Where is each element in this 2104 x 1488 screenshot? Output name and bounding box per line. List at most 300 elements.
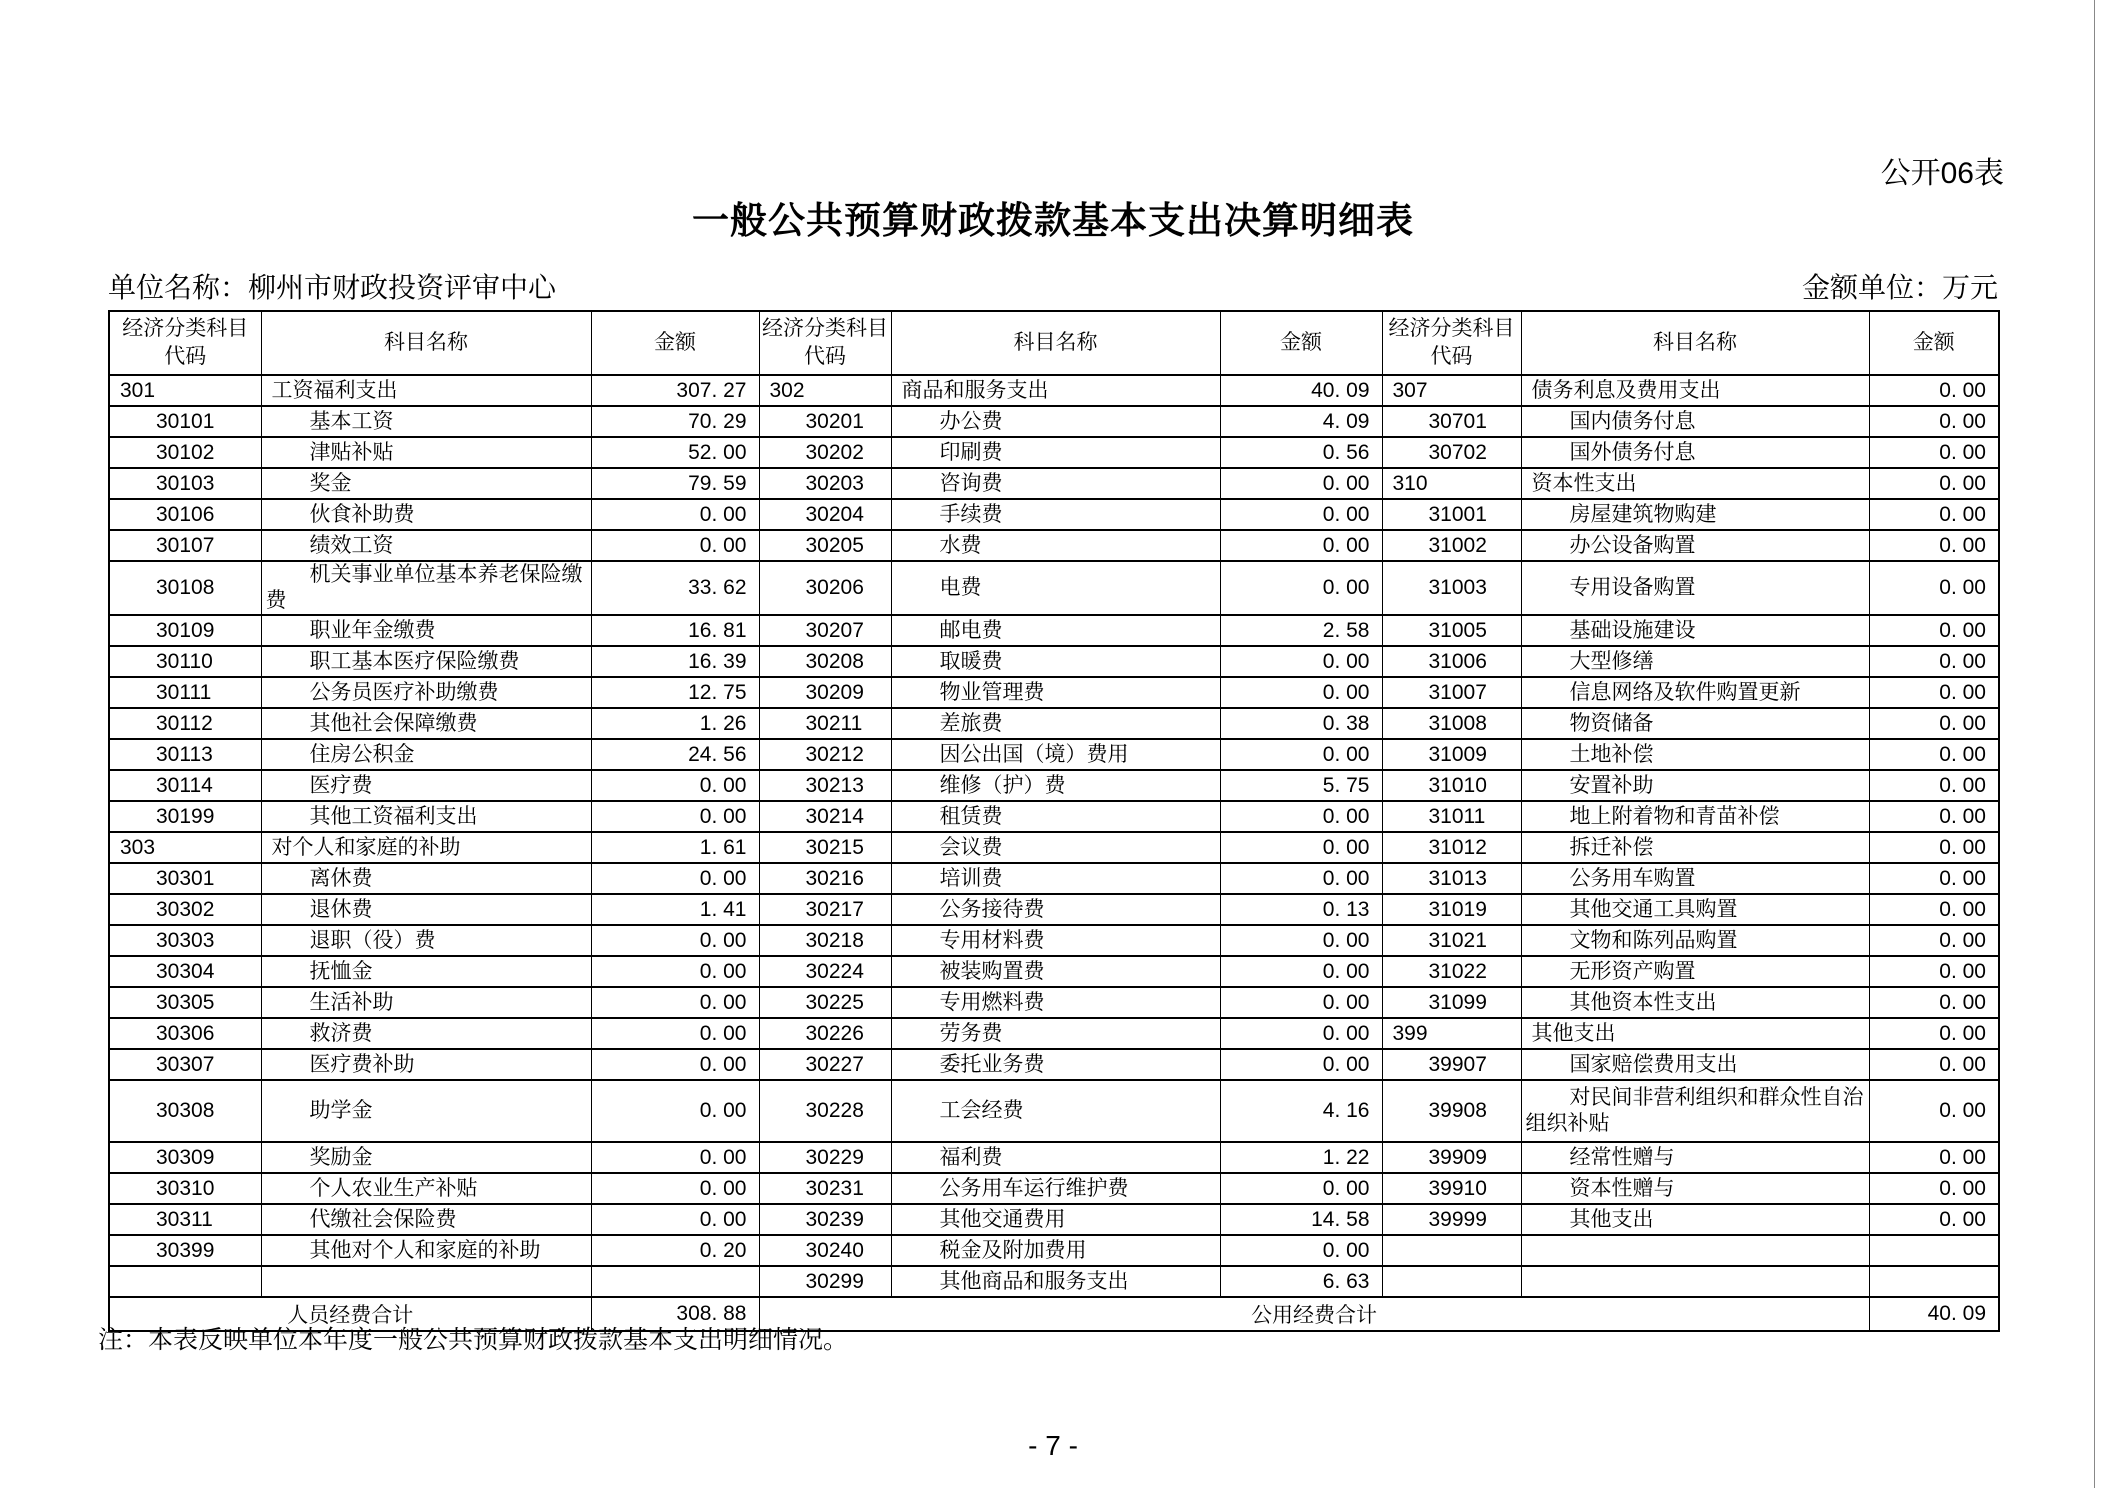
table-row — [109, 894, 1999, 925]
cell-code: 30309 — [109, 1142, 261, 1173]
cell-amount: 40. 09 — [1220, 375, 1382, 406]
cell-name: 公务接待费 — [891, 894, 1220, 925]
cell-code: 301 — [109, 375, 261, 406]
cell-amount: 0. 00 — [1220, 987, 1382, 1018]
cell-amount: 0. 00 — [1869, 863, 1999, 894]
cell-code: 30216 — [759, 863, 891, 894]
cell-amount — [1869, 1235, 1999, 1266]
cell-name: 地上附着物和青苗补偿 — [1521, 801, 1869, 832]
cell-name: 手续费 — [891, 499, 1220, 530]
cell-code: 30226 — [759, 1018, 891, 1049]
cell-code: 30114 — [109, 770, 261, 801]
cell-name: 国内债务付息 — [1521, 406, 1869, 437]
cell-amount: 0. 00 — [1869, 406, 1999, 437]
cell-amount: 33. 62 — [591, 561, 759, 615]
cell-name: 代缴社会保险费 — [261, 1204, 591, 1235]
table-row — [109, 1142, 1999, 1173]
page-title: 一般公共预算财政拨款基本支出决算明细表 — [692, 200, 1414, 241]
cell-name: 拆迁补偿 — [1521, 832, 1869, 863]
cell-name: 国家赔偿费用支出 — [1521, 1049, 1869, 1080]
cell-amount: 0. 00 — [591, 987, 759, 1018]
cell-amount: 0. 00 — [1869, 770, 1999, 801]
cell-amount: 0. 00 — [1220, 561, 1382, 615]
cell-name: 物业管理费 — [891, 677, 1220, 708]
cell-amount: 1. 61 — [591, 832, 759, 863]
cell-code: 30109 — [109, 615, 261, 646]
table-row — [109, 770, 1999, 801]
cell-code: 30113 — [109, 739, 261, 770]
table-row — [109, 1204, 1999, 1235]
cell-amount: 0. 00 — [591, 801, 759, 832]
cell-amount: 0. 00 — [1869, 1204, 1999, 1235]
table-row — [109, 801, 1999, 832]
cell-code: 31007 — [1382, 677, 1521, 708]
cell-amount: 52. 00 — [591, 437, 759, 468]
cell-code: 30213 — [759, 770, 891, 801]
cell-amount — [591, 1266, 759, 1297]
table-row — [109, 925, 1999, 956]
cell-name: 安置补助 — [1521, 770, 1869, 801]
header-amount-g1: 金额 — [591, 311, 759, 375]
cell-name: 专用材料费 — [891, 925, 1220, 956]
cell-amount: 0. 00 — [1869, 561, 1999, 615]
cell-amount: 0. 00 — [1869, 739, 1999, 770]
cell-amount: 0. 00 — [1220, 956, 1382, 987]
table-row — [109, 375, 1999, 406]
cell-code: 30102 — [109, 437, 261, 468]
cell-amount: 0. 00 — [591, 1018, 759, 1049]
cell-name: 其他商品和服务支出 — [891, 1266, 1220, 1297]
cell-code: 30308 — [109, 1080, 261, 1142]
table-row — [109, 1266, 1999, 1297]
cell-name: 职工基本医疗保险缴费 — [261, 646, 591, 677]
table-row — [109, 1018, 1999, 1049]
amount-unit-label: 金额单位：万元 — [1801, 272, 1998, 303]
cell-amount: 0. 00 — [1220, 646, 1382, 677]
cell-amount: 0. 13 — [1220, 894, 1382, 925]
cell-name: 对民间非营利组织和群众性自治组织补贴 — [1521, 1080, 1869, 1142]
cell-code: 30212 — [759, 739, 891, 770]
cell-name: 离休费 — [261, 863, 591, 894]
cell-name: 物资储备 — [1521, 708, 1869, 739]
cell-code: 31011 — [1382, 801, 1521, 832]
cell-code: 39909 — [1382, 1142, 1521, 1173]
cell-name: 绩效工资 — [261, 530, 591, 561]
cell-code: 30240 — [759, 1235, 891, 1266]
personnel-total-label: 人员经费合计 — [109, 1297, 591, 1331]
cell-name: 专用设备购置 — [1521, 561, 1869, 615]
table-row — [109, 561, 1999, 615]
table-row — [109, 1049, 1999, 1080]
cell-amount: 0. 20 — [591, 1235, 759, 1266]
table-row — [109, 1235, 1999, 1266]
cell-amount: 0. 00 — [1220, 801, 1382, 832]
table-row — [109, 832, 1999, 863]
cell-code: 399 — [1382, 1018, 1521, 1049]
cell-amount: 0. 00 — [1220, 1173, 1382, 1204]
cell-code: 31006 — [1382, 646, 1521, 677]
cell-code: 30227 — [759, 1049, 891, 1080]
cell-code: 30304 — [109, 956, 261, 987]
cell-amount: 14. 58 — [1220, 1204, 1382, 1235]
header-code-g3: 经济分类科目代码 — [1382, 311, 1521, 375]
cell-name: 经常性赠与 — [1521, 1142, 1869, 1173]
table-body — [109, 375, 1999, 1297]
cell-name: 退休费 — [261, 894, 591, 925]
cell-amount: 0. 00 — [591, 925, 759, 956]
cell-amount: 0. 00 — [1869, 925, 1999, 956]
header-name-g1: 科目名称 — [261, 311, 591, 375]
cell-amount: 5. 75 — [1220, 770, 1382, 801]
cell-code — [1382, 1266, 1521, 1297]
cell-code: 30201 — [759, 406, 891, 437]
cell-name: 办公设备购置 — [1521, 530, 1869, 561]
cell-amount: 0. 00 — [1869, 646, 1999, 677]
cell-amount: 0. 00 — [1869, 956, 1999, 987]
cell-code: 30310 — [109, 1173, 261, 1204]
cell-amount: 0. 00 — [1220, 1018, 1382, 1049]
table-row — [109, 499, 1999, 530]
cell-code: 30302 — [109, 894, 261, 925]
cell-name: 会议费 — [891, 832, 1220, 863]
cell-code: 307 — [1382, 375, 1521, 406]
cell-code: 30299 — [759, 1266, 891, 1297]
cell-amount: 0. 00 — [1220, 925, 1382, 956]
cell-name: 基础设施建设 — [1521, 615, 1869, 646]
cell-code: 30303 — [109, 925, 261, 956]
cell-amount: 0. 00 — [1220, 468, 1382, 499]
public-total-amount: 40. 09 — [1869, 1297, 1999, 1331]
cell-code: 30107 — [109, 530, 261, 561]
table-row — [109, 956, 1999, 987]
cell-amount: 79. 59 — [591, 468, 759, 499]
cell-code: 30208 — [759, 646, 891, 677]
cell-code: 30207 — [759, 615, 891, 646]
table-meta-row — [108, 266, 1998, 306]
cell-name: 房屋建筑物购建 — [1521, 499, 1869, 530]
cell-code: 31010 — [1382, 770, 1521, 801]
cell-amount: 0. 00 — [1869, 468, 1999, 499]
cell-name: 商品和服务支出 — [891, 375, 1220, 406]
cell-name — [261, 1266, 591, 1297]
cell-name: 其他对个人和家庭的补助 — [261, 1235, 591, 1266]
cell-name: 其他社会保障缴费 — [261, 708, 591, 739]
cell-name: 工资福利支出 — [261, 375, 591, 406]
cell-amount: 0. 00 — [591, 1142, 759, 1173]
cell-name: 被装购置费 — [891, 956, 1220, 987]
cell-name: 水费 — [891, 530, 1220, 561]
cell-name: 奖金 — [261, 468, 591, 499]
cell-code: 30214 — [759, 801, 891, 832]
cell-amount: 12. 75 — [591, 677, 759, 708]
cell-code: 30112 — [109, 708, 261, 739]
cell-code: 30103 — [109, 468, 261, 499]
cell-name: 机关事业单位基本养老保险缴费 — [261, 561, 591, 615]
cell-name: 个人农业生产补贴 — [261, 1173, 591, 1204]
cell-amount: 0. 00 — [1869, 832, 1999, 863]
cell-code: 31003 — [1382, 561, 1521, 615]
cell-code: 30205 — [759, 530, 891, 561]
header-amount-g3: 金额 — [1869, 311, 1999, 375]
cell-name: 基本工资 — [261, 406, 591, 437]
cell-name: 其他交通工具购置 — [1521, 894, 1869, 925]
cell-name: 助学金 — [261, 1080, 591, 1142]
cell-code: 31002 — [1382, 530, 1521, 561]
cell-code: 30108 — [109, 561, 261, 615]
cell-amount: 16. 81 — [591, 615, 759, 646]
cell-code: 31005 — [1382, 615, 1521, 646]
cell-amount: 0. 00 — [591, 1049, 759, 1080]
cell-name: 劳务费 — [891, 1018, 1220, 1049]
header-name-g3: 科目名称 — [1521, 311, 1869, 375]
cell-amount: 0. 00 — [1220, 739, 1382, 770]
cell-code: 30206 — [759, 561, 891, 615]
cell-amount: 0. 00 — [1869, 1080, 1999, 1142]
header-name-g2: 科目名称 — [891, 311, 1220, 375]
cell-name: 债务利息及费用支出 — [1521, 375, 1869, 406]
cell-amount: 0. 00 — [1869, 708, 1999, 739]
cell-code: 30215 — [759, 832, 891, 863]
cell-amount: 2. 58 — [1220, 615, 1382, 646]
cell-name: 咨询费 — [891, 468, 1220, 499]
cell-code — [109, 1266, 261, 1297]
table-row — [109, 739, 1999, 770]
cell-code: 30111 — [109, 677, 261, 708]
cell-amount — [1869, 1266, 1999, 1297]
cell-amount: 0. 00 — [1869, 437, 1999, 468]
cell-amount: 0. 00 — [1869, 1173, 1999, 1204]
cell-amount: 0. 00 — [591, 770, 759, 801]
cell-name — [1521, 1235, 1869, 1266]
cell-amount: 0. 38 — [1220, 708, 1382, 739]
cell-code: 30239 — [759, 1204, 891, 1235]
cell-amount: 0. 00 — [591, 499, 759, 530]
cell-name: 委托业务费 — [891, 1049, 1220, 1080]
cell-code: 30231 — [759, 1173, 891, 1204]
cell-name: 医疗费补助 — [261, 1049, 591, 1080]
personnel-total-amount: 308. 88 — [591, 1297, 759, 1331]
cell-code: 30203 — [759, 468, 891, 499]
cell-code: 30106 — [109, 499, 261, 530]
cell-name: 培训费 — [891, 863, 1220, 894]
cell-name: 医疗费 — [261, 770, 591, 801]
table-row — [109, 406, 1999, 437]
table-row — [109, 863, 1999, 894]
cell-amount: 0. 00 — [1220, 863, 1382, 894]
cell-amount: 0. 00 — [1869, 499, 1999, 530]
cell-code: 30225 — [759, 987, 891, 1018]
cell-name: 对个人和家庭的补助 — [261, 832, 591, 863]
cell-code: 31009 — [1382, 739, 1521, 770]
cell-amount: 0. 56 — [1220, 437, 1382, 468]
cell-name: 公务员医疗补助缴费 — [261, 677, 591, 708]
cell-code: 30228 — [759, 1080, 891, 1142]
cell-code: 31012 — [1382, 832, 1521, 863]
cell-code: 30399 — [109, 1235, 261, 1266]
page-number: - 7 - — [1028, 1430, 1078, 1461]
cell-name: 资本性赠与 — [1521, 1173, 1869, 1204]
cell-amount: 0. 00 — [1220, 1235, 1382, 1266]
cell-code: 30306 — [109, 1018, 261, 1049]
cell-amount: 24. 56 — [591, 739, 759, 770]
sheet-number-label: 公开06表 — [1880, 157, 2004, 190]
cell-code: 31001 — [1382, 499, 1521, 530]
expenditure-detail-table — [108, 310, 2000, 1332]
cell-amount: 0. 00 — [1869, 1142, 1999, 1173]
cell-name: 无形资产购置 — [1521, 956, 1869, 987]
table-row — [109, 1173, 1999, 1204]
cell-amount: 0. 00 — [1220, 1049, 1382, 1080]
cell-amount: 0. 00 — [1869, 987, 1999, 1018]
cell-amount: 0. 00 — [1869, 801, 1999, 832]
cell-code: 30301 — [109, 863, 261, 894]
cell-name: 公务用车购置 — [1521, 863, 1869, 894]
cell-code — [1382, 1235, 1521, 1266]
cell-name: 其他资本性支出 — [1521, 987, 1869, 1018]
cell-name: 伙食补助费 — [261, 499, 591, 530]
cell-amount: 6. 63 — [1220, 1266, 1382, 1297]
cell-amount: 0. 00 — [1869, 530, 1999, 561]
cell-name: 生活补助 — [261, 987, 591, 1018]
cell-name: 其他交通费用 — [891, 1204, 1220, 1235]
cell-amount: 0. 00 — [591, 863, 759, 894]
cell-code: 302 — [759, 375, 891, 406]
cell-name: 奖励金 — [261, 1142, 591, 1173]
cell-amount: 0. 00 — [1869, 1049, 1999, 1080]
cell-amount: 0. 00 — [1869, 677, 1999, 708]
header-code-g2: 经济分类科目代码 — [759, 311, 891, 375]
table-row — [109, 1080, 1999, 1142]
cell-name: 办公费 — [891, 406, 1220, 437]
cell-amount: 4. 16 — [1220, 1080, 1382, 1142]
cell-code: 303 — [109, 832, 261, 863]
cell-code: 30224 — [759, 956, 891, 987]
cell-name: 大型修缮 — [1521, 646, 1869, 677]
cell-name: 其他工资福利支出 — [261, 801, 591, 832]
cell-amount: 1. 22 — [1220, 1142, 1382, 1173]
header-amount-g2: 金额 — [1220, 311, 1382, 375]
cell-code: 30217 — [759, 894, 891, 925]
cell-amount: 0. 00 — [591, 956, 759, 987]
cell-code: 31021 — [1382, 925, 1521, 956]
cell-name: 取暖费 — [891, 646, 1220, 677]
cell-amount: 0. 00 — [1220, 499, 1382, 530]
cell-name: 福利费 — [891, 1142, 1220, 1173]
cell-code: 30701 — [1382, 406, 1521, 437]
table-row — [109, 615, 1999, 646]
cell-code: 30211 — [759, 708, 891, 739]
cell-name: 印刷费 — [891, 437, 1220, 468]
cell-code: 30209 — [759, 677, 891, 708]
cell-code: 30199 — [109, 801, 261, 832]
cell-amount: 0. 00 — [1869, 894, 1999, 925]
header-code-g1: 经济分类科目代码 — [109, 311, 261, 375]
public-total-label: 公用经费合计 — [759, 1297, 1869, 1331]
cell-code: 30702 — [1382, 437, 1521, 468]
cell-amount: 0. 00 — [591, 1173, 759, 1204]
cell-code: 30311 — [109, 1204, 261, 1235]
cell-amount: 0. 00 — [1869, 615, 1999, 646]
cell-code: 39908 — [1382, 1080, 1521, 1142]
cell-amount: 0. 00 — [1220, 832, 1382, 863]
cell-code: 310 — [1382, 468, 1521, 499]
cell-amount: 0. 00 — [1869, 1018, 1999, 1049]
cell-code: 30307 — [109, 1049, 261, 1080]
table-row — [109, 987, 1999, 1018]
cell-amount: 70. 29 — [591, 406, 759, 437]
cell-name: 差旅费 — [891, 708, 1220, 739]
cell-name: 津贴补贴 — [261, 437, 591, 468]
cell-code: 31099 — [1382, 987, 1521, 1018]
cell-amount: 0. 00 — [1220, 677, 1382, 708]
cell-amount: 0. 00 — [591, 530, 759, 561]
page-right-edge-line — [2094, 0, 2095, 1488]
cell-code: 31022 — [1382, 956, 1521, 987]
cell-name: 专用燃料费 — [891, 987, 1220, 1018]
cell-name: 救济费 — [261, 1018, 591, 1049]
table-row — [109, 646, 1999, 677]
cell-code: 30305 — [109, 987, 261, 1018]
cell-amount: 1. 26 — [591, 708, 759, 739]
cell-name: 职业年金缴费 — [261, 615, 591, 646]
cell-code: 30110 — [109, 646, 261, 677]
cell-name: 土地补偿 — [1521, 739, 1869, 770]
cell-name: 因公出国（境）费用 — [891, 739, 1220, 770]
cell-name: 维修（护）费 — [891, 770, 1220, 801]
cell-amount: 1. 41 — [591, 894, 759, 925]
cell-name: 邮电费 — [891, 615, 1220, 646]
cell-amount: 4. 09 — [1220, 406, 1382, 437]
cell-code: 30218 — [759, 925, 891, 956]
cell-code: 31019 — [1382, 894, 1521, 925]
header-row — [109, 311, 1999, 375]
table-row — [109, 677, 1999, 708]
cell-name: 租赁费 — [891, 801, 1220, 832]
cell-amount: 0. 00 — [591, 1204, 759, 1235]
cell-name: 其他支出 — [1521, 1018, 1869, 1049]
cell-code: 30101 — [109, 406, 261, 437]
cell-name: 公务用车运行维护费 — [891, 1173, 1220, 1204]
cell-code: 30204 — [759, 499, 891, 530]
cell-name: 工会经费 — [891, 1080, 1220, 1142]
cell-name: 国外债务付息 — [1521, 437, 1869, 468]
cell-name: 电费 — [891, 561, 1220, 615]
cell-amount: 0. 00 — [1220, 530, 1382, 561]
cell-name: 文物和陈列品购置 — [1521, 925, 1869, 956]
cell-code: 39999 — [1382, 1204, 1521, 1235]
cell-name: 抚恤金 — [261, 956, 591, 987]
cell-code: 30202 — [759, 437, 891, 468]
cell-name: 退职（役）费 — [261, 925, 591, 956]
cell-name: 其他支出 — [1521, 1204, 1869, 1235]
unit-name-label: 单位名称：柳州市财政投资评审中心 — [108, 272, 557, 303]
cell-code: 31013 — [1382, 863, 1521, 894]
cell-code: 39907 — [1382, 1049, 1521, 1080]
table-row — [109, 708, 1999, 739]
table-row — [109, 468, 1999, 499]
cell-amount: 307. 27 — [591, 375, 759, 406]
cell-code: 31008 — [1382, 708, 1521, 739]
cell-name: 信息网络及软件购置更新 — [1521, 677, 1869, 708]
table-row — [109, 437, 1999, 468]
cell-name: 资本性支出 — [1521, 468, 1869, 499]
table-note: 注：本表反映单位本年度一般公共预算财政拨款基本支出明细情况。 — [98, 1326, 849, 1354]
cell-amount: 16. 39 — [591, 646, 759, 677]
cell-code: 30229 — [759, 1142, 891, 1173]
table-row — [109, 530, 1999, 561]
cell-name: 住房公积金 — [261, 739, 591, 770]
cell-amount: 0. 00 — [1869, 375, 1999, 406]
